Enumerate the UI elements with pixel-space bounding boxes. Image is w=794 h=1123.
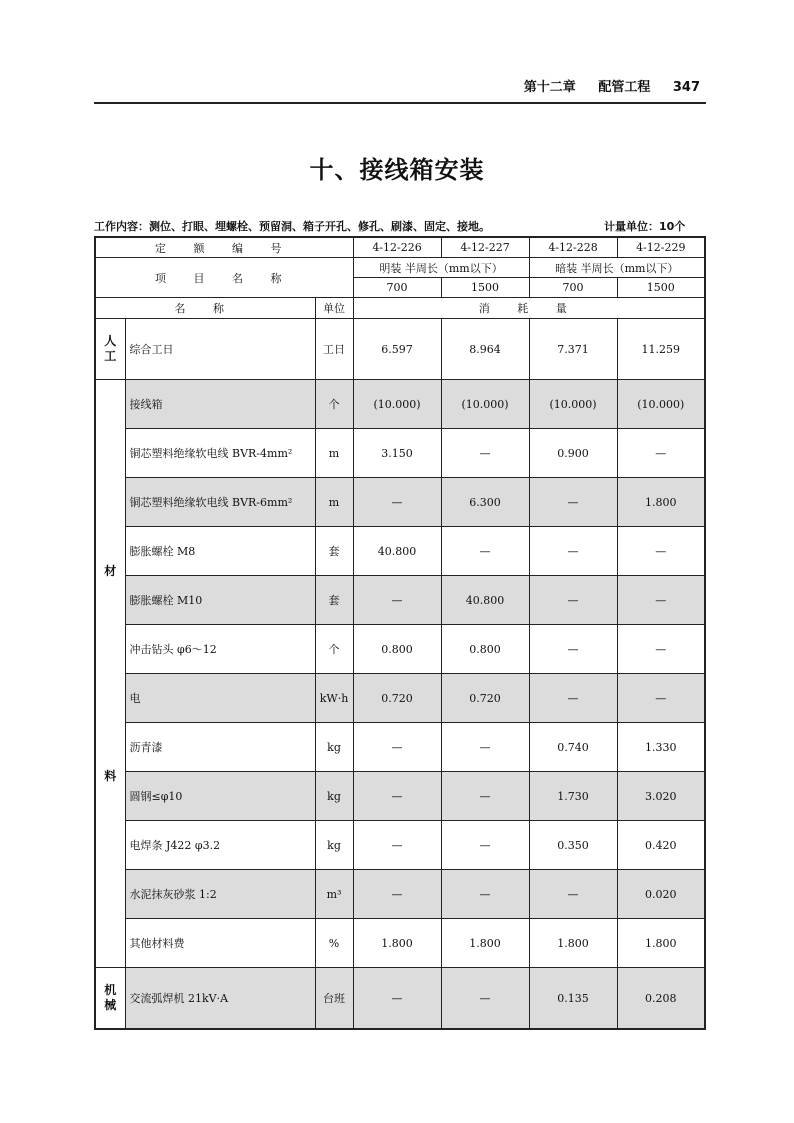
labor-value: 6.597 [353, 319, 441, 380]
group-header: 暗装 半周长（mm以下） [529, 258, 705, 278]
material-name: 圆钢≤φ10 [125, 772, 315, 821]
material-value: 40.800 [353, 527, 441, 576]
size-cell: 1500 [617, 278, 705, 298]
material-value: — [529, 576, 617, 625]
material-value: — [529, 478, 617, 527]
header-text [506, 76, 700, 95]
material-value: — [441, 723, 529, 772]
page-number: 347 [672, 80, 700, 95]
column-header-row [95, 298, 705, 319]
material-value: 3.150 [353, 429, 441, 478]
material-category [95, 380, 125, 968]
material-value: — [617, 625, 705, 674]
material-name: 电焊条 J422 φ3.2 [125, 821, 315, 870]
material-row [95, 527, 705, 576]
labor-value: 7.371 [529, 319, 617, 380]
material-name: 其他材料费 [125, 919, 315, 968]
material-row [95, 723, 705, 772]
material-value: — [441, 429, 529, 478]
quota-code-row [95, 237, 705, 258]
material-value: (10.000) [353, 380, 441, 429]
col-consumption-header: 消 耗 量 [353, 298, 705, 319]
size-cell: 700 [529, 278, 617, 298]
material-unit: 套 [315, 527, 353, 576]
material-name: 水泥抹灰砂浆 1:2 [125, 870, 315, 919]
quota-label: 定 额 编 号 [95, 237, 353, 258]
material-category-top: 材 [104, 563, 117, 578]
machine-unit: 台班 [315, 968, 353, 1030]
size-cell: 1500 [441, 278, 529, 298]
material-value: — [353, 576, 441, 625]
material-row [95, 478, 705, 527]
material-value: 1.800 [441, 919, 529, 968]
material-value: 6.300 [441, 478, 529, 527]
machine-value: — [353, 968, 441, 1030]
measurement-unit: 计量单位：10个 [604, 220, 686, 233]
material-value: 0.800 [441, 625, 529, 674]
labor-row [95, 319, 705, 380]
material-name: 沥青漆 [125, 723, 315, 772]
material-row [95, 772, 705, 821]
col-unit-header: 单位 [315, 298, 353, 319]
material-value: 0.720 [441, 674, 529, 723]
material-unit: kg [315, 821, 353, 870]
material-name: 铜芯塑料绝缘软电线 BVR-4mm² [125, 429, 315, 478]
material-name: 冲击钻头 φ6～12 [125, 625, 315, 674]
material-value: — [617, 674, 705, 723]
material-unit: m [315, 478, 353, 527]
material-unit: m³ [315, 870, 353, 919]
labor-category: 人工 [95, 319, 125, 380]
material-value: — [353, 723, 441, 772]
material-row [95, 870, 705, 919]
material-value: — [441, 772, 529, 821]
material-value: 1.800 [529, 919, 617, 968]
material-unit: % [315, 919, 353, 968]
work-content: 工作内容：测位、打眼、埋螺栓、预留洞、箱子开孔、修孔、刷漆、固定、接地。 [94, 220, 490, 233]
quota-table [94, 236, 706, 1030]
group-header: 明装 半周长（mm以下） [353, 258, 529, 278]
material-value: 40.800 [441, 576, 529, 625]
col-name-header: 名 称 [95, 298, 315, 319]
material-value: — [353, 478, 441, 527]
material-value: 0.900 [529, 429, 617, 478]
material-value: — [529, 674, 617, 723]
material-value: — [617, 576, 705, 625]
material-name: 膨胀螺栓 M10 [125, 576, 315, 625]
material-row [95, 380, 705, 429]
labor-name: 综合工日 [125, 319, 315, 380]
labor-value: 11.259 [617, 319, 705, 380]
material-value: — [617, 527, 705, 576]
group-row [95, 258, 705, 278]
material-value: — [353, 821, 441, 870]
material-value: (10.000) [617, 380, 705, 429]
material-category-bottom: 料 [104, 768, 117, 783]
material-name: 铜芯塑料绝缘软电线 BVR-6mm² [125, 478, 315, 527]
machine-name: 交流弧焊机 21kV·A [125, 968, 315, 1030]
page-header [94, 72, 706, 104]
machine-value: — [441, 968, 529, 1030]
material-unit: kW·h [315, 674, 353, 723]
material-row [95, 919, 705, 968]
material-value: 0.720 [353, 674, 441, 723]
material-value: — [617, 429, 705, 478]
material-unit: 个 [315, 625, 353, 674]
item-label: 项 目 名 称 [95, 258, 353, 298]
quota-code: 4-12-229 [617, 237, 705, 258]
quota-code: 4-12-226 [353, 237, 441, 258]
material-value: — [529, 870, 617, 919]
material-unit: 个 [315, 380, 353, 429]
material-row [95, 625, 705, 674]
material-value: — [441, 870, 529, 919]
labor-value: 8.964 [441, 319, 529, 380]
machine-value: 0.135 [529, 968, 617, 1030]
page-title: 十、接线箱安装 [309, 156, 485, 184]
material-value: 0.020 [617, 870, 705, 919]
material-value: 1.730 [529, 772, 617, 821]
material-value: — [529, 527, 617, 576]
chapter-label: 第十二章 [523, 80, 576, 95]
material-value: — [353, 870, 441, 919]
quota-code: 4-12-228 [529, 237, 617, 258]
material-value: 0.800 [353, 625, 441, 674]
material-unit: m [315, 429, 353, 478]
material-name: 接线箱 [125, 380, 315, 429]
material-row [95, 429, 705, 478]
material-row [95, 821, 705, 870]
material-value: — [441, 527, 529, 576]
material-name: 电 [125, 674, 315, 723]
quota-code: 4-12-227 [441, 237, 529, 258]
material-name: 膨胀螺栓 M8 [125, 527, 315, 576]
material-value: 0.420 [617, 821, 705, 870]
machine-category: 机械 [95, 968, 125, 1030]
material-value: 0.350 [529, 821, 617, 870]
materials-body [95, 380, 705, 968]
material-value: — [353, 772, 441, 821]
section-label: 配管工程 [598, 80, 651, 95]
size-cell: 700 [353, 278, 441, 298]
material-value: — [441, 821, 529, 870]
material-value: 1.330 [617, 723, 705, 772]
material-unit: kg [315, 723, 353, 772]
material-row [95, 576, 705, 625]
machine-row [95, 968, 705, 1030]
material-value: — [529, 625, 617, 674]
material-value: 0.740 [529, 723, 617, 772]
machine-value: 0.208 [617, 968, 705, 1030]
labor-unit: 工日 [315, 319, 353, 380]
material-unit: kg [315, 772, 353, 821]
material-unit: 套 [315, 576, 353, 625]
material-value: 1.800 [617, 478, 705, 527]
material-row [95, 674, 705, 723]
material-value: (10.000) [529, 380, 617, 429]
material-value: (10.000) [441, 380, 529, 429]
material-value: 1.800 [617, 919, 705, 968]
material-value: 3.020 [617, 772, 705, 821]
material-value: 1.800 [353, 919, 441, 968]
